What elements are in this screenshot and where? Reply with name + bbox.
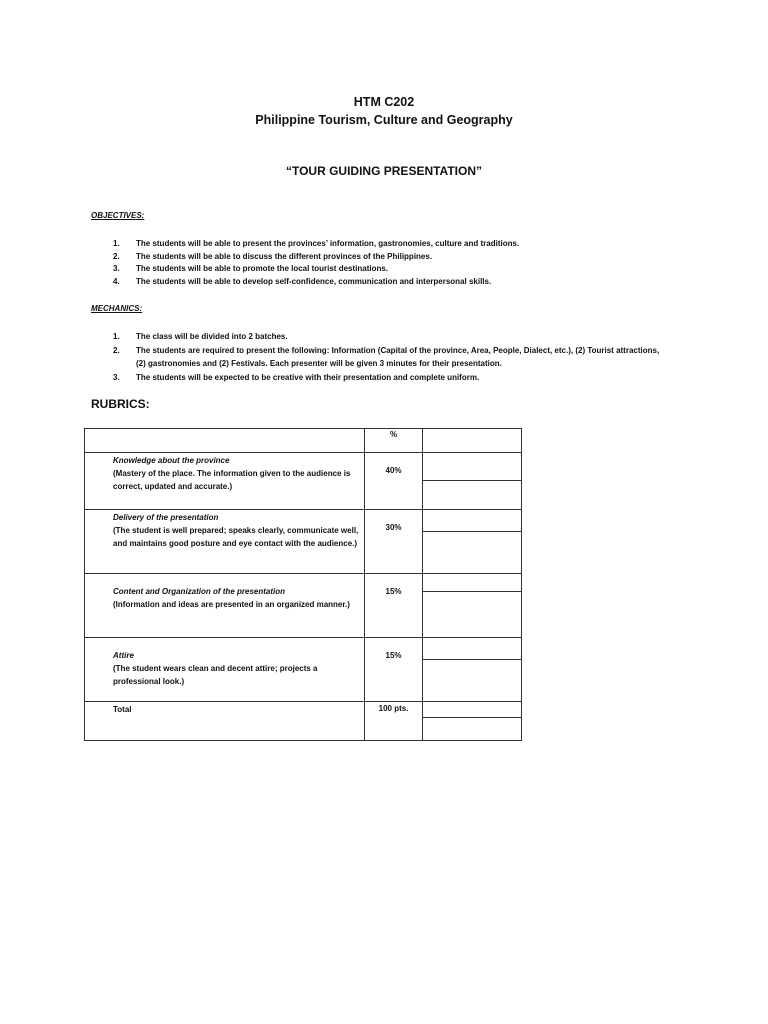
criterion-description: (Mastery of the place. The information given to the audience is correct, updated and accurate.)	[113, 468, 351, 491]
mechanic-item	[113, 371, 663, 385]
score-split	[423, 574, 521, 592]
item-text: The students will be able to develop self-confidence, communication and interpersonal skills.	[136, 276, 492, 286]
score-box	[423, 638, 521, 660]
score-cell	[422, 574, 521, 638]
item-text: The students are required to present the following: Information (Capital of the province, Area, People, Dialect, etc.), (2) Tourist attractions, (2) gastronomies and (2) Festivals. Each presenter will be given 3 minutes for their presentation.	[136, 345, 660, 369]
item-text: The class will be divided into 2 batches.	[136, 332, 288, 341]
score-box	[423, 453, 521, 481]
criterion-percent: 15%	[365, 574, 423, 638]
mechanics-label: MECHANICS:	[91, 304, 143, 313]
objective-item	[113, 251, 583, 264]
item-number: 1.	[113, 332, 120, 341]
total-score-cell	[422, 702, 521, 741]
score-box	[423, 510, 521, 532]
rubric-header-row	[85, 429, 522, 453]
item-text: The students will be expected to be creative with their presentation and complete uniform.	[136, 372, 480, 382]
score-split	[423, 702, 521, 718]
mechanic-item	[113, 344, 663, 371]
rubric-table	[84, 428, 522, 741]
score-cell	[422, 510, 521, 574]
score-split	[423, 638, 521, 660]
score-cell	[422, 638, 521, 702]
score-box	[423, 702, 521, 718]
objective-item	[113, 263, 583, 276]
rubric-total-row	[85, 702, 522, 741]
objective-item	[113, 238, 583, 251]
rubric-row	[85, 638, 522, 702]
criterion-description: (The student is well prepared; speaks clearly, communicate well, and maintains good posture and eye contact with the audience.)	[113, 525, 359, 548]
criterion-name: Attire	[113, 651, 134, 660]
criterion-description: (The student wears clean and decent attire; projects a professional look.)	[113, 663, 318, 686]
item-number: 1.	[113, 239, 120, 248]
rubrics-heading: RUBRICS:	[91, 397, 150, 411]
course-code: HTM C202	[353, 95, 415, 109]
criterion-cell	[85, 453, 365, 510]
item-number: 2.	[113, 345, 120, 355]
percent-header-cell: %	[365, 429, 423, 453]
score-split	[423, 510, 521, 532]
item-text: The students will be able to present the provinces’ information, gastronomies, culture and traditions.	[136, 239, 520, 248]
criterion-name: Content and Organization of the presentation	[113, 587, 285, 596]
score-split	[423, 453, 521, 481]
score-header-cell	[422, 429, 521, 453]
score-box	[423, 574, 521, 592]
document-title: “TOUR GUIDING PRESENTATION”	[285, 164, 482, 178]
criterion-percent: 30%	[365, 510, 423, 574]
item-number: 3.	[113, 264, 120, 274]
mechanics-list	[113, 330, 663, 384]
course-name: Philippine Tourism, Culture and Geography	[255, 113, 513, 127]
criterion-cell	[85, 574, 365, 638]
rubric-row	[85, 453, 522, 510]
objectives-list	[113, 238, 583, 288]
score-cell	[422, 453, 521, 510]
rubric-row	[85, 510, 522, 574]
item-number: 3.	[113, 372, 120, 382]
total-value-cell: 100 pts.	[365, 702, 423, 741]
criteria-header-cell	[85, 429, 365, 453]
objective-item	[113, 276, 583, 289]
item-text: The students will be able to discuss the different provinces of the Philippines.	[136, 251, 433, 261]
criterion-cell	[85, 638, 365, 702]
total-label-cell: Total	[85, 702, 365, 741]
item-number: 4.	[113, 276, 120, 286]
criterion-description: (Information and ideas are presented in an organized manner.)	[113, 599, 350, 609]
criterion-name: Knowledge about the province	[113, 456, 230, 465]
item-number: 2.	[113, 251, 120, 261]
criterion-percent: 40%	[365, 453, 423, 510]
rubric-row	[85, 574, 522, 638]
mechanic-item	[113, 330, 663, 344]
objectives-label: OBJECTIVES:	[91, 211, 145, 220]
criterion-cell	[85, 510, 365, 574]
item-text: The students will be able to promote the local tourist destinations.	[136, 264, 389, 274]
criterion-percent: 15%	[365, 638, 423, 702]
criterion-name: Delivery of the presentation	[113, 513, 219, 522]
